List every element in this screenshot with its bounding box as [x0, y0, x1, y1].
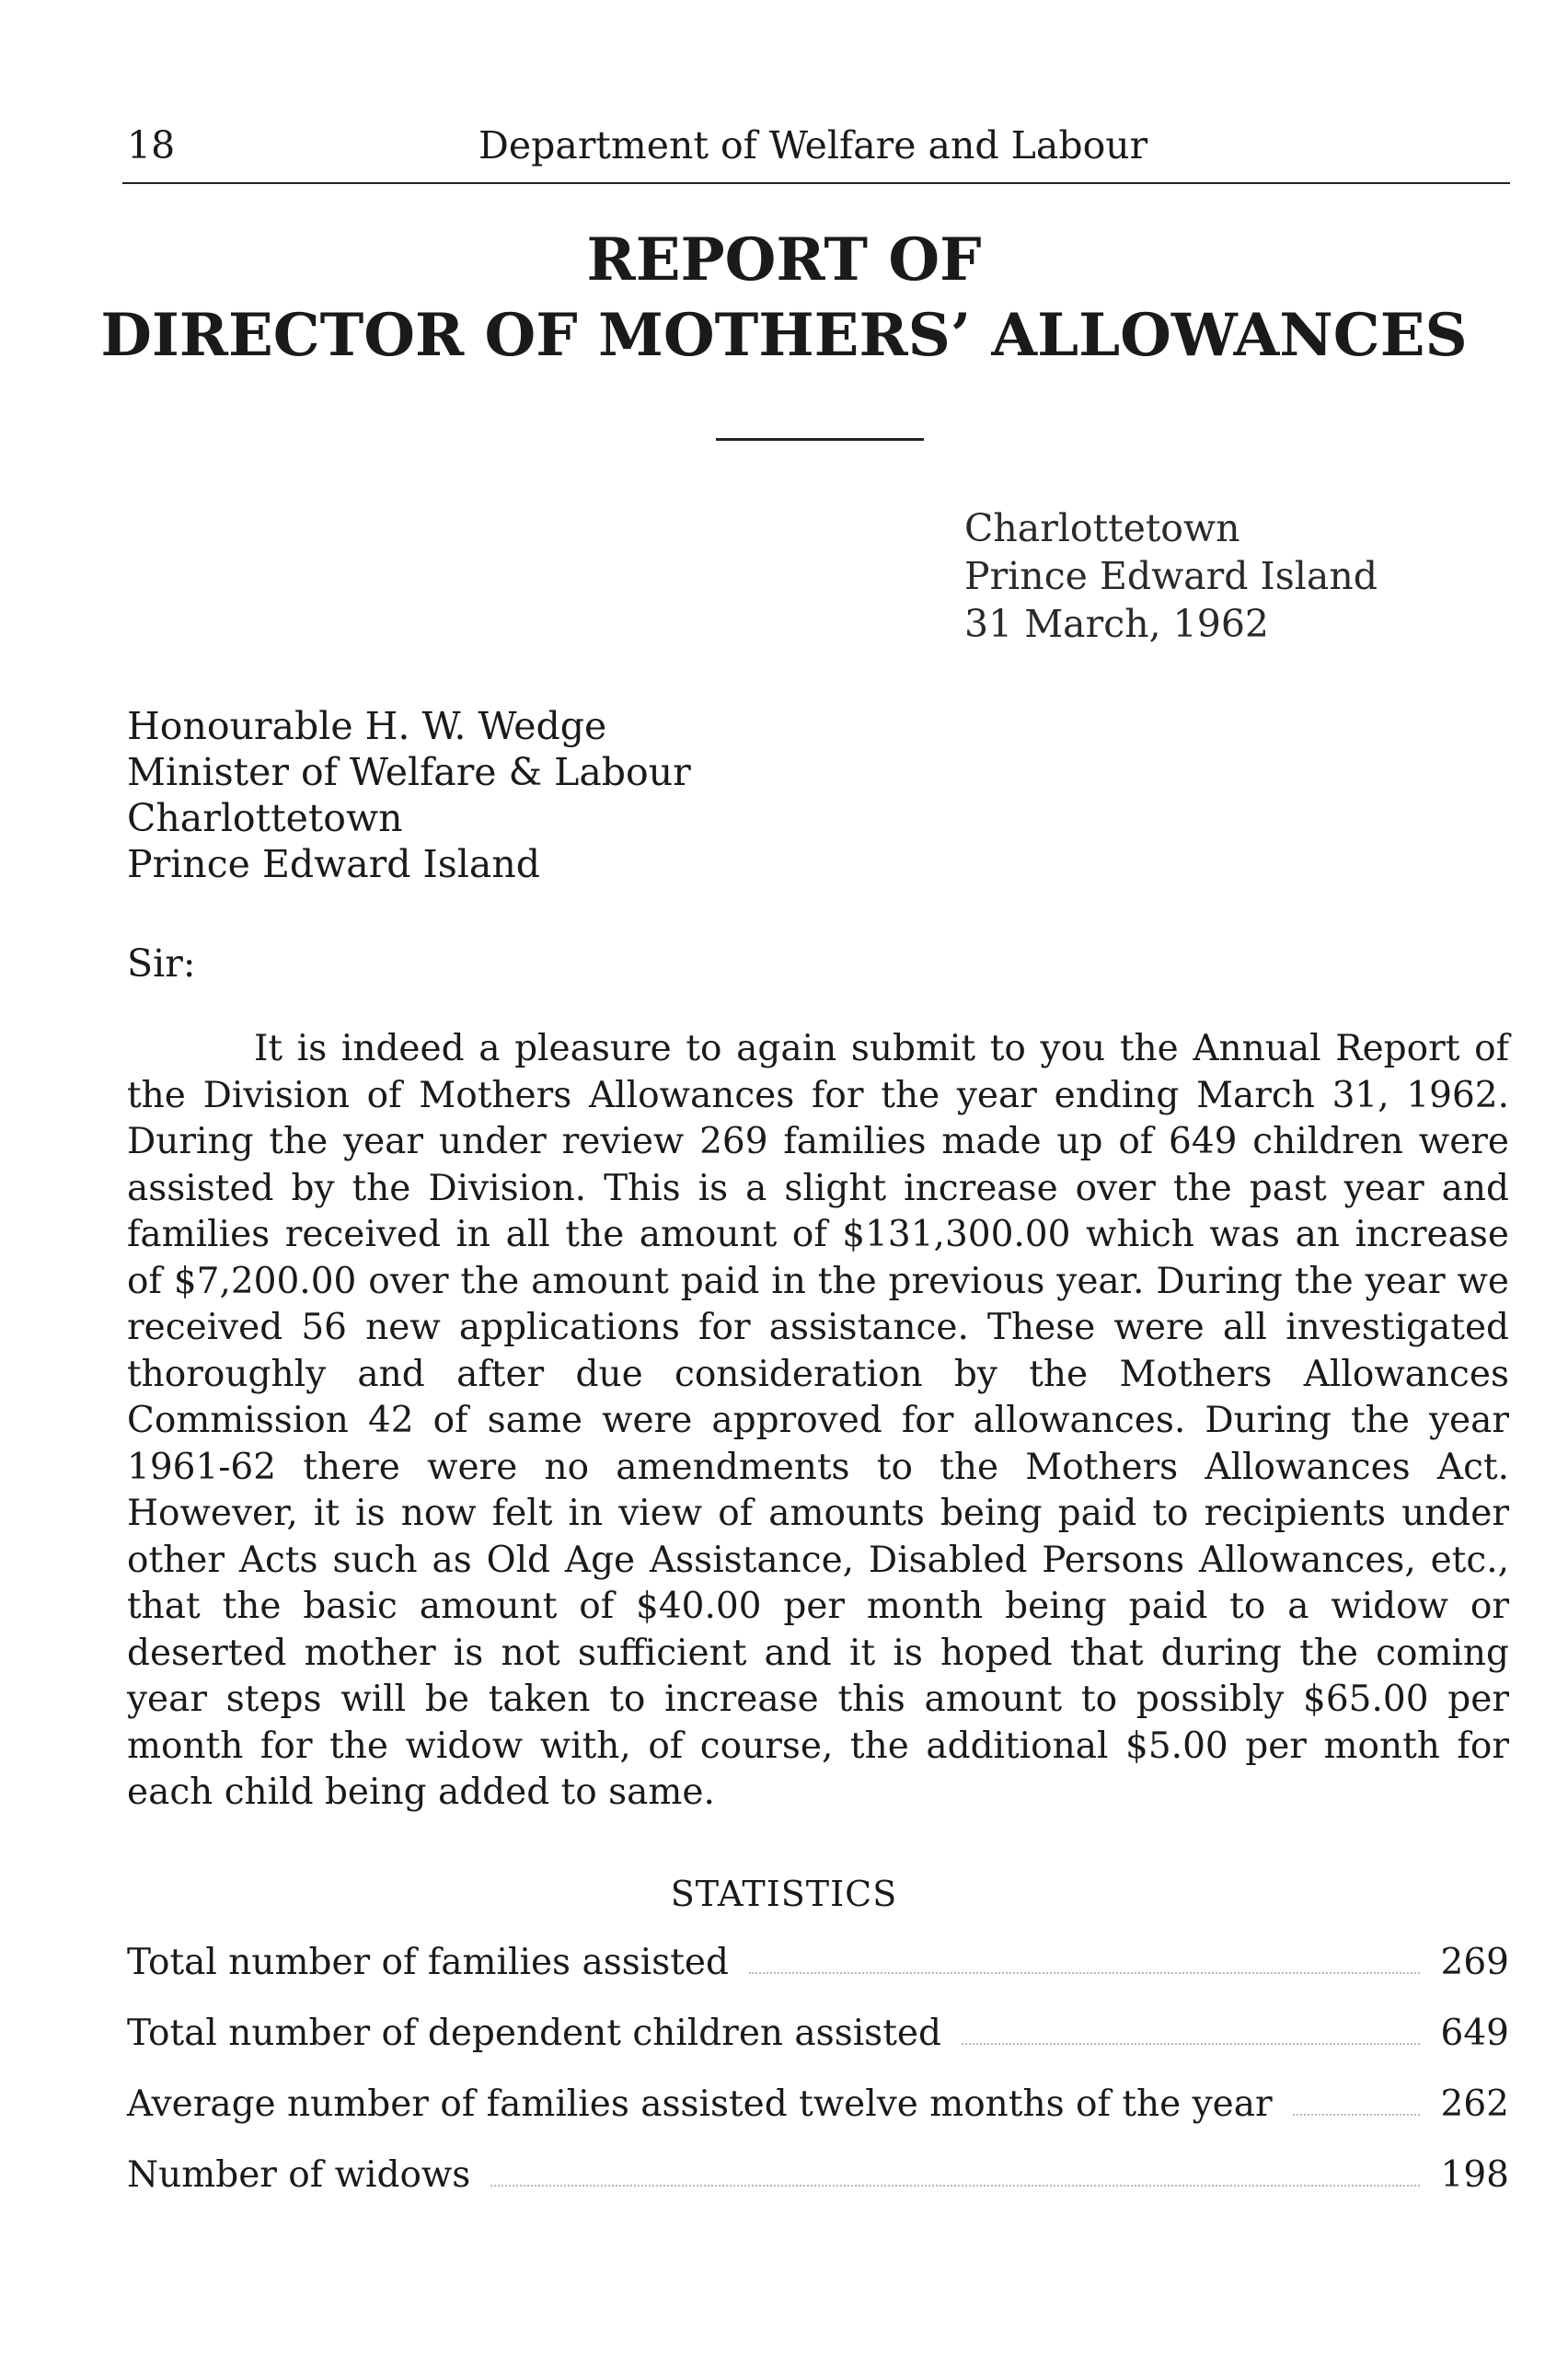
running-header [127, 118, 1507, 173]
title-rule [716, 438, 924, 441]
statistics-label: Total number of dependent children assisted [127, 2013, 941, 2054]
statistics-label: Total number of families assisted [127, 1942, 729, 1983]
report-title-line-1: REPORT OF [586, 225, 982, 294]
statistics-row [127, 2011, 1509, 2082]
salutation: Sir: [127, 941, 196, 986]
statistics-heading: STATISTICS [670, 1874, 898, 1914]
dot-leader [962, 2042, 1420, 2045]
statistics-row [127, 2082, 1509, 2152]
statistics-row [127, 1940, 1509, 2011]
recipient-name: Honourable H. W. Wedge [127, 704, 607, 748]
statistics-value: 198 [1440, 2154, 1509, 2196]
statistics-table [127, 1940, 1509, 2223]
recipient-city: Charlottetown [127, 796, 403, 840]
report-title-line-2: DIRECTOR OF MOTHERS’ ALLOWANCES [100, 301, 1468, 370]
dateline-city: Charlottetown [964, 506, 1240, 550]
dateline-province: Prince Edward Island [964, 554, 1378, 598]
recipient-province: Prince Edward Island [127, 842, 540, 886]
running-title: Department of Welfare and Labour [478, 123, 1148, 167]
dot-leader [749, 1971, 1420, 1974]
statistics-value: 269 [1440, 1942, 1509, 1983]
statistics-value: 262 [1440, 2083, 1509, 2125]
recipient-title: Minister of Welfare & Labour [127, 750, 691, 794]
statistics-label: Average number of families assisted twelve months of the year [127, 2083, 1273, 2125]
statistics-value: 649 [1440, 2013, 1509, 2054]
dateline-date: 31 March, 1962 [964, 602, 1270, 646]
statistics-label: Number of widows [127, 2154, 471, 2196]
dot-leader [1293, 2113, 1420, 2116]
header-rule [122, 182, 1510, 184]
page-number: 18 [127, 123, 176, 167]
dateline [964, 504, 1378, 648]
statistics-row [127, 2152, 1509, 2223]
report-body-paragraph: It is indeed a pleasure to again submit to you the Annual Report of the Division of Mothers Allowances for the year ending March 31, 1962. During the year under review 269 families made up of 649 children were assisted by the Division. This is a slight increase over the past year and families received in all the amount of $131,300.00 which was an increase of $7,200.00 over the amount paid in the previous year. During the year we received 56 new applications for assistance. These were all investigated thoroughly and after due consideration by the Mothers Allowances Commission 42 of same were approved for allowances. During the year 1961-62 there were no amendments to the Mothers Allowances Act. However, it is now felt in view of amounts being paid to recipients under other Acts such as Old Age Assistance, Disabled Persons Allowances, etc., that the basic amount of $40.00 per month being paid to a widow or deserted mother is not sufficient and it is hoped that during the coming year steps will be taken to increase this amount to possibly $65.00 per month for the widow with, of course, the additional $5.00 per month for each child being added to same. [127, 1028, 1509, 1813]
recipient-address [127, 703, 691, 887]
dot-leader [490, 2184, 1420, 2187]
